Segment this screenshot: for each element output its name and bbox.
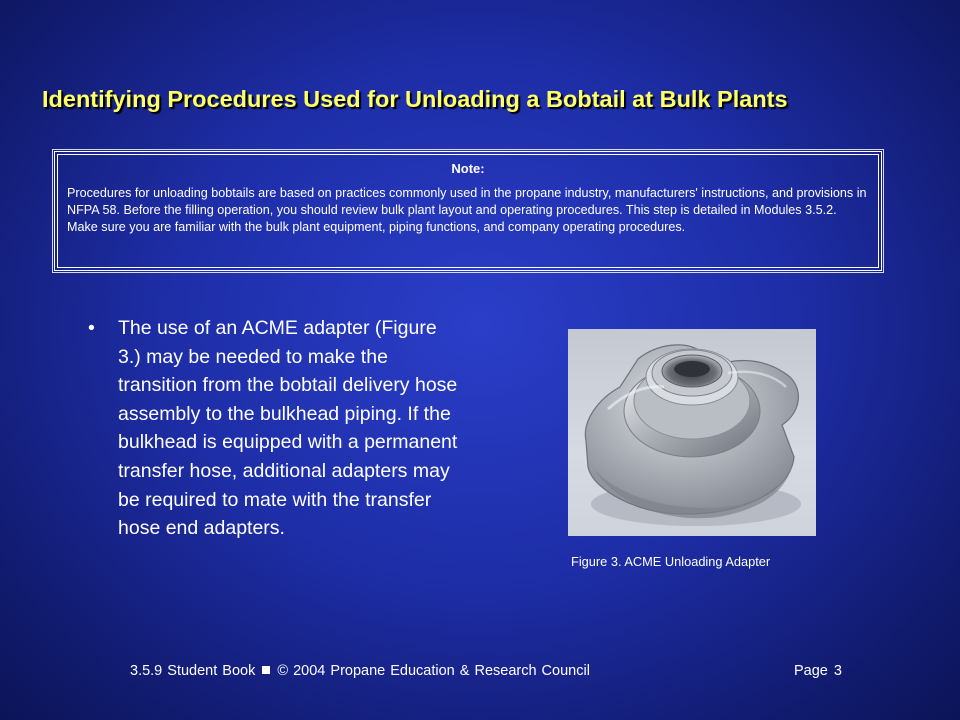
acme-adapter-image	[568, 329, 816, 536]
note-heading: Note:	[451, 161, 485, 176]
footer-credit	[130, 663, 590, 679]
note-box	[54, 151, 882, 271]
slide-title: Identifying Procedures Used for Unloading a Bobtail at Bulk Plants	[42, 86, 788, 112]
bullet-text: The use of an ACME adapter (Figure 3.) may be needed to make the transition from the bobtail delivery hose assembly to the bulkhead piping. If the bulkhead is equipped with a permanent transfer hose, additional adapters may be required to mate with the transfer hose end adapters.	[118, 317, 458, 540]
note-body: Procedures for unloading bobtails are based on practices commonly used in the propane industry, manufacturers' instructions, and provisions in NFPA 58. Before the filling operation, you should review bulk plant layout and operating procedures. This step is detailed in Modules 3.5.2. Make sure you are familiar with the bulk plant equipment, piping functions, and company operating procedures.	[67, 186, 867, 234]
page-number: Page 3	[794, 663, 842, 679]
acme-adapter-photo	[568, 329, 816, 536]
square-bullet-icon	[262, 666, 270, 674]
footer-copyright: © 2004 Propane Education & Research Council	[277, 663, 590, 679]
footer-book: 3.5.9 Student Book	[130, 663, 256, 679]
bullet-marker: •	[88, 317, 95, 339]
figure-caption: Figure 3. ACME Unloading Adapter	[571, 554, 771, 569]
